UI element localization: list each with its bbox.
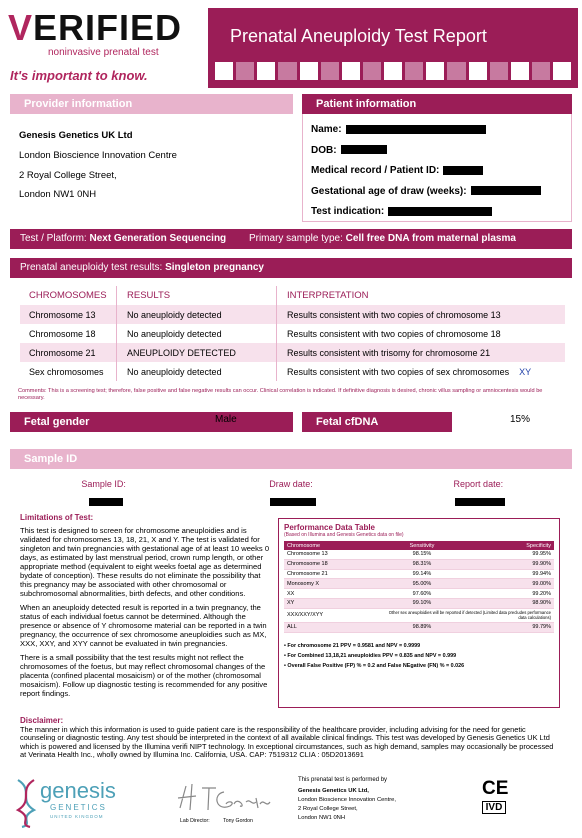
perf-row — [284, 599, 554, 609]
performed-by-line: Genesis Genetics UK Ltd, — [298, 788, 369, 794]
pattern-block — [447, 62, 465, 80]
chromosome-cell: Chromosome 18 — [29, 328, 96, 339]
fetal-cfdna-value: 15% — [510, 414, 531, 425]
certification-marks — [482, 778, 522, 814]
perf-chromosome: XX — [287, 590, 295, 597]
perf-specificity: 99.95% — [532, 551, 551, 558]
results-label: Prenatal aneuploidy test results: — [20, 262, 163, 273]
interpretation-text: Results consistent with two copies of sex chromosomes — [287, 366, 510, 377]
pattern-block — [405, 62, 423, 80]
patient-indication-row — [311, 202, 571, 223]
disclaimer-title: Disclaimer: — [20, 716, 64, 725]
ce-mark: CE — [482, 778, 509, 799]
patient-name-label: Name: — [311, 124, 342, 135]
perf-note: Other sex aneuploidies will be reported if detected (Limited data precludes performance data calculations) — [388, 610, 551, 621]
pattern-block — [469, 62, 487, 80]
platform-value: Next Generation Sequencing — [89, 233, 227, 244]
ivd-mark: IVD — [482, 801, 506, 814]
disclaimer-text: The manner in which this information is used to guide patient care is the responsibility of the healthcare provider, including advising for the need for genetic counseling or diagnostic testing. Any test should be interpreted in the context of all available clinical findings. This test was developed by Genesis Genetics UK Ltd which is powered and licensed by the Illumina verifi NIPT technology. In exceptional circumstances, such as high demand, samples may occasionally be processed at Verinata Health Inc., wholly owned by Illumina Inc. California, USA. CAP: 7519312 CLIA : 05D2013691 — [20, 724, 554, 760]
results-comments: Comments: This is a screening test; therefore, false positive and false negative results can occur. Clinical correlation is indicated. If definitive diagnosis is desired, chronic villus sampling or amniocentesis would be necessary. — [18, 388, 543, 401]
provider-line: London NW1 0NH — [19, 189, 97, 201]
genetics-wordmark: GENETICS — [50, 803, 107, 812]
logo-v: V — [8, 7, 34, 48]
table-header — [20, 286, 565, 305]
col-header: CHROMOSOMES — [29, 290, 107, 301]
perf-chromosome: Chromosome 21 — [287, 570, 328, 577]
pattern-block — [342, 62, 360, 80]
genesis-logo — [14, 778, 124, 830]
chromosome-cell: Chromosome 13 — [29, 309, 96, 320]
disclaimer-section — [20, 717, 560, 760]
provider-heading: Provider information — [10, 94, 293, 114]
perf-row — [284, 570, 554, 580]
perf-footnote: • For chromosome 21 PPV = 0.9581 and NPV = 0.9999 — [284, 642, 421, 649]
pattern-block — [426, 62, 444, 80]
table-row — [20, 343, 565, 362]
perf-specificity: 99.79% — [532, 624, 551, 631]
performed-by-lead: This prenatal test is performed by — [298, 777, 388, 783]
verified-logo — [8, 7, 188, 90]
fetal-gender — [10, 412, 293, 432]
patient-record-label: Medical record / Patient ID: — [311, 165, 440, 176]
dna-helix-icon — [14, 778, 38, 828]
chromosome-cell: Chromosome 21 — [29, 347, 96, 358]
logo-subtitle: noninvasive prenatal test — [48, 47, 159, 58]
perf-col-header: Chromosome — [287, 542, 321, 549]
perf-chromosome: XY — [287, 600, 295, 607]
result-cell: No aneuploidy detected — [116, 305, 276, 324]
perf-col-header: Sensitivity — [409, 542, 435, 549]
pattern-block — [321, 62, 339, 80]
perf-sensitivity: 95.00% — [412, 580, 432, 587]
perf-row — [284, 550, 554, 560]
patient-dob-label: DOB: — [311, 144, 337, 156]
pattern-block — [384, 62, 402, 80]
performed-by-line: London NW1 0NH — [298, 815, 346, 821]
pattern-block — [257, 62, 275, 80]
perf-chromosome: ALL — [287, 624, 297, 631]
perf-specificity: 99.20% — [532, 590, 551, 597]
interpretation-cell: Results consistent with two copies of chromosome 13 — [276, 305, 565, 324]
limitations-paragraph: There is a small possibility that the test results might not reflect the chromosomes of the foetus, but may reflect chromosomal changes of the placenta (confined placental mosaicism) or of the mother (chromosomal mosaicism). Follow up diagnostic testing is recommended for any positive report findings. — [20, 653, 268, 698]
redaction — [89, 498, 123, 506]
chromosome-cell: Sex chromosomes — [29, 366, 104, 377]
col-header: INTERPRETATION — [276, 286, 565, 305]
perf-col-header: Specificity — [526, 542, 551, 549]
fetal-gender-label: Fetal gender — [10, 412, 293, 432]
redaction — [443, 166, 483, 175]
redaction — [346, 125, 486, 134]
logo-wordmark: VERIFIED — [8, 7, 183, 48]
redaction — [270, 498, 316, 506]
perf-row — [284, 609, 554, 623]
perf-specificity: 99.00% — [532, 580, 551, 587]
sex-chromosome-result: XY — [519, 366, 532, 377]
fetal-cfdna-label: Fetal cfDNA — [302, 412, 452, 432]
genesis-wordmark: genesis — [40, 778, 116, 803]
platform-label: Test / Platform: — [20, 233, 87, 244]
fetal-cfdna — [302, 412, 572, 432]
patient-name-row — [311, 120, 571, 141]
interpretation-cell — [276, 362, 565, 381]
perf-sensitivity: 98.89% — [412, 624, 432, 631]
pattern-block — [553, 62, 571, 80]
sample-section — [10, 449, 572, 511]
pattern-block — [236, 62, 254, 80]
patient-record-row — [311, 161, 571, 182]
draw-date-label: Draw date: — [269, 479, 313, 489]
perf-specificity: 99.94% — [532, 570, 551, 577]
pattern-block — [300, 62, 318, 80]
performed-by — [298, 776, 478, 823]
pattern-block — [511, 62, 529, 80]
lab-director — [180, 818, 253, 824]
patient-heading: Patient information — [302, 94, 572, 114]
report-date-label: Report date: — [453, 479, 504, 489]
results-heading — [10, 258, 572, 278]
redaction — [455, 498, 505, 506]
limitations-paragraph: This test is designed to screen for chromosome aneuploidies and is validated for chromosomes 13, 18, 21, X and Y. The test is validated for singleton and twin pregnancies with gestational age of at least 10 weeks 0 days, as estimated by last menstrual period, crown rump length, or other appropriate method (equivalent to eight weeks foetal age as determined bydate of conception). These results do not eliminate the possibility that this pregnancy may be associated with other chromosomal or subchromosomal abnormalities, birth defects, and other conditions. — [20, 526, 270, 598]
results-value: Singleton pregnancy — [165, 262, 264, 273]
table-row — [20, 362, 565, 381]
lab-director-name: Tony Gordon — [223, 818, 253, 824]
table-row — [20, 324, 565, 343]
perf-chromosome: Chromosome 13 — [287, 551, 328, 558]
sample-type-label: Primary sample type: — [248, 233, 343, 244]
sample-id-label: Sample ID: — [81, 479, 126, 489]
sample-type-value: Cell free DNA from maternal plasma — [345, 233, 516, 244]
interpretation-cell: Results consistent with trisomy for chromosome 21 — [276, 343, 565, 362]
performance-title: Performance Data Table — [284, 523, 375, 532]
perf-row — [284, 560, 554, 570]
test-platform-bar — [10, 229, 572, 249]
perf-sensitivity: 98.31% — [412, 561, 432, 568]
limitations-title: Limitations of Test: — [20, 513, 94, 522]
result-cell: ANEUPLOIDY DETECTED — [116, 343, 276, 362]
results-table — [20, 286, 565, 381]
perf-row — [284, 579, 554, 589]
pattern-block — [490, 62, 508, 80]
perf-sensitivity: 97.60% — [412, 590, 432, 597]
provider-line: Genesis Genetics UK Ltd — [19, 130, 133, 141]
provider-line: London Bioscience Innovation Centre — [19, 149, 177, 161]
perf-footnote: • Overall False Positive (FP) % = 0.2 and False NEgative (FN) % = 0.026 — [284, 662, 465, 669]
redaction — [341, 145, 387, 154]
perf-footnote: • For Combined 13,18,21 aneuploidies PPV = 0.835 and NPV = 0.999 — [284, 652, 457, 659]
patient-dob-row — [311, 141, 571, 162]
perf-chromosome: Chromosome 18 — [287, 561, 328, 568]
lab-director-label: Lab Director: — [180, 818, 210, 824]
pattern-block — [532, 62, 550, 80]
performance-table — [278, 518, 560, 708]
provider-line: 2 Royal College Street, — [19, 169, 117, 181]
perf-row — [284, 589, 554, 599]
pattern-block — [278, 62, 296, 80]
sample-heading: Sample ID — [10, 449, 572, 469]
patient-section — [302, 94, 572, 222]
perf-sensitivity: 99.14% — [412, 570, 432, 577]
header-pattern-strip — [215, 62, 571, 80]
col-header: RESULTS — [116, 286, 276, 305]
perf-sensitivity: 98.15% — [412, 551, 432, 558]
provider-section — [10, 94, 293, 205]
report-title: Prenatal Aneuploidy Test Report — [230, 26, 487, 46]
report-header — [208, 8, 578, 88]
perf-specificity: 99.90% — [532, 561, 551, 568]
table-row — [20, 305, 565, 324]
limitations-paragraph: When an aneuploidy detected result is reported in a twin pregnancy, the status of each individual foetus cannot be determined. Although the presence or absence of Y chromosome material can be reported in a twin pregnancy, the occurrence of sex chromosome aneuploidies such as MX, XXX, XXY, and XYY cannot be evaluated in twin pregnancies. — [20, 603, 267, 648]
perf-chromosome: XXX/XXY/XYY — [287, 612, 324, 619]
result-cell: No aneuploidy detected — [116, 362, 276, 381]
redaction — [388, 207, 492, 216]
perf-chromosome: Monosomy X — [287, 580, 320, 587]
indication-label: Test indication: — [311, 206, 385, 217]
tagline: It's important to know. — [10, 68, 148, 83]
signature — [172, 778, 272, 818]
performed-by-line: London Bioscience Innovation Centre, — [298, 797, 396, 803]
perf-row — [284, 623, 554, 633]
redaction — [471, 186, 541, 195]
pattern-block — [363, 62, 381, 80]
pattern-block — [215, 62, 233, 80]
gestational-label: Gestational age of draw (weeks): — [311, 185, 467, 197]
perf-specificity: 98.90% — [532, 600, 551, 607]
perf-sensitivity: 99.10% — [412, 600, 432, 607]
limitations-section — [20, 513, 270, 703]
interpretation-cell: Results consistent with two copies of chromosome 18 — [276, 324, 565, 343]
performed-by-line: 2 Royal College Street, — [298, 806, 358, 812]
performance-header — [284, 541, 554, 550]
result-cell: No aneuploidy detected — [116, 324, 276, 343]
fetal-gender-value: Male — [215, 414, 237, 425]
uk-wordmark: UNITED KINGDOM — [50, 814, 104, 819]
patient-gestational-row — [311, 182, 571, 203]
performance-subtitle: (Based on Illumina and Genesis Genetics data on file) — [284, 532, 404, 538]
